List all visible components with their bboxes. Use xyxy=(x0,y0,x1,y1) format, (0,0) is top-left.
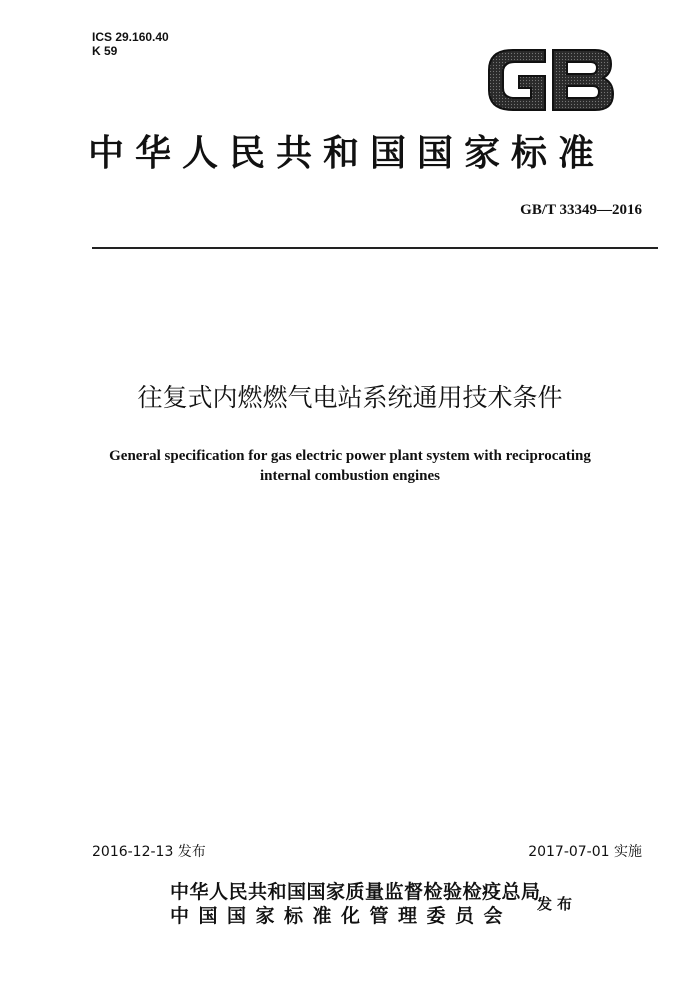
gb-logo xyxy=(483,40,618,120)
issuer-aqsiq: 中华人民共和国国家质量监督检验检疫总局 xyxy=(170,881,541,903)
gb-logo-graphic xyxy=(483,40,618,120)
document-title-chinese: 往复式内燃燃气电站系统通用技术条件 xyxy=(137,383,563,412)
classification-codes xyxy=(92,30,169,58)
implementation-date: 2017-07-01 实施 xyxy=(528,844,642,860)
issue-date: 2016-12-13 发布 xyxy=(92,844,206,860)
ics-code: ICS 29.160.40 xyxy=(92,30,169,44)
publish-label: 发布 xyxy=(537,895,578,913)
national-standard-title: 中华人民共和国国家标准 xyxy=(88,132,606,174)
issuer-sac: 中国国家标准化管理委员会 xyxy=(170,905,513,927)
document-title-english xyxy=(0,446,700,486)
header-divider xyxy=(92,247,658,249)
ccs-code: K 59 xyxy=(92,44,118,58)
english-title-line-1: General specification for gas electric power plant system with reciprocating xyxy=(109,448,591,464)
english-title-line-2: internal combustion engines xyxy=(259,468,440,484)
standard-number: GB/T 33349—2016 xyxy=(520,202,642,218)
